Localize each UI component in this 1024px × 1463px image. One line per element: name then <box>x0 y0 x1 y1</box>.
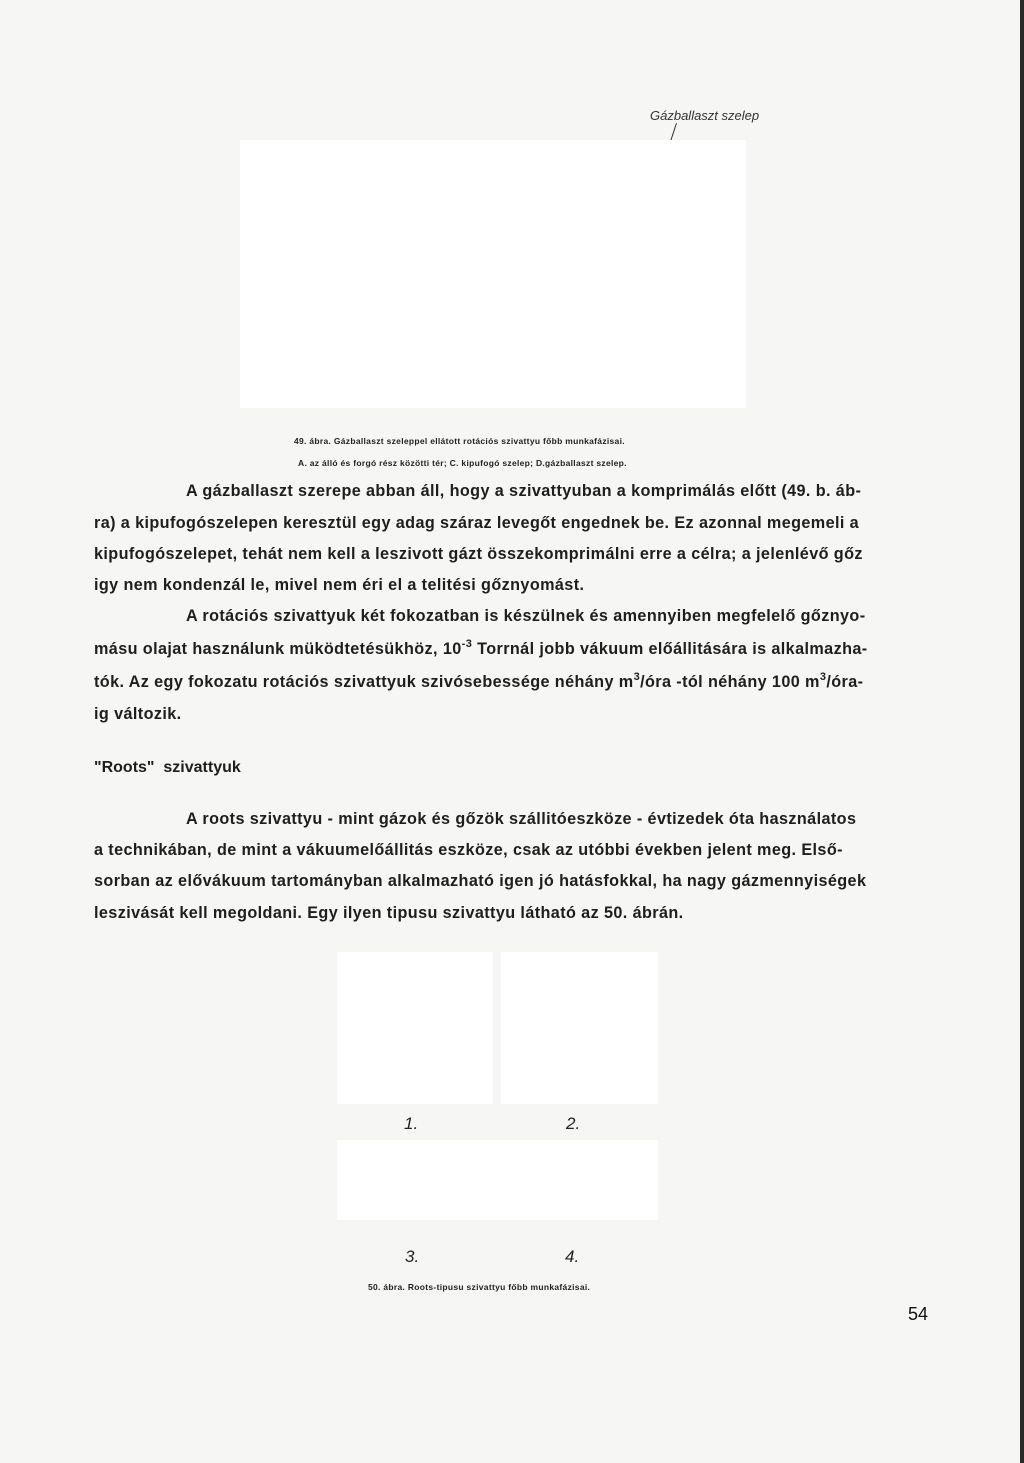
paragraph-3-line-4: leszivását kell megoldani. Egy ilyen tipusu szivattyu látható az 50. ábrán. <box>94 904 684 922</box>
paragraph-2-line-2-a: másu olajat használunk müködtetésükhöz, 10 <box>94 640 462 658</box>
figure-49-caption-line1: 49. ábra. Gázballaszt szeleppel ellátott rotációs szivattyu főbb munkafázisai. <box>294 436 625 446</box>
section-heading-roots: "Roots" szivattyuk <box>94 759 241 776</box>
figure-50-panel-1-label: 1. <box>404 1114 419 1133</box>
paragraph-3-line-2: a technikában, de mint a vákuumelőállitás eszköze, csak az utóbbi években jelent meg. Első- <box>94 841 843 859</box>
paragraph-2-line-3-exponent-1: 3 <box>633 671 641 683</box>
paragraph-2-line-2 <box>94 640 868 659</box>
paragraph-1-line-4: igy nem kondenzál le, mivel nem éri el a telitési gőznyomást. <box>94 576 585 594</box>
figure-50-panel-3-4-image <box>337 1140 658 1220</box>
figure-49-caption-line2: A. az álló és forgó rész közötti tér; C. kipufogó szelep; D.gázballaszt szelep. <box>298 458 627 468</box>
paragraph-2-line-4: ig változik. <box>94 705 182 723</box>
figure-49-callout-label: Gázballaszt szelep <box>650 108 760 123</box>
paragraph-3-line-1: A roots szivattyu - mint gázok és gőzök szállitóeszköze - évtizedek óta használatos <box>186 810 857 828</box>
figure-50-panel-1-image <box>337 952 493 1104</box>
paragraph-2-line-3-b: /óra -tól néhány 100 m <box>640 673 820 691</box>
paragraph-1-line-3: kipufogószelepet, tehát nem kell a leszivott gázt összekomprimálni erre a célra; a jelenlévő gőz <box>94 545 863 563</box>
figure-50-panel-2-image <box>501 952 658 1104</box>
paragraph-3-line-3: sorban az elővákuum tartományban alkalmazható igen jó hatásfokkal, ha nagy gázmennyiségek <box>94 872 867 890</box>
paragraph-2-line-3 <box>94 673 863 692</box>
paragraph-2-line-3-c: /óra- <box>826 673 864 691</box>
figure-50-panel-4-label: 4. <box>565 1247 580 1266</box>
paragraph-2-line-2-b: Torrnál jobb vákuum előállitására is alkalmazha- <box>472 640 868 658</box>
paragraph-2-line-1: A rotációs szivattyuk két fokozatban is készülnek és amennyiben megfelelő gőznyo- <box>186 607 866 625</box>
figure-50-caption: 50. ábra. Roots-tipusu szivattyu főbb munkafázisai. <box>368 1282 591 1292</box>
figure-49-image <box>240 140 746 408</box>
figure-50-panel-3-label: 3. <box>405 1247 420 1266</box>
page-number: 54 <box>908 1304 929 1324</box>
paragraph-2-line-3-exponent-2: 3 <box>819 671 827 683</box>
figure-50-panel-2-label: 2. <box>566 1114 581 1133</box>
paragraph-2-line-3-a: tók. Az egy fokozatu rotációs szivattyuk szivósebessége néhány m <box>94 673 634 691</box>
paragraph-1-line-2: ra) a kipufogószelepen keresztül egy adag száraz levegőt engednek be. Ez azonnal megemeli a <box>94 514 860 532</box>
paragraph-2-line-2-exponent: -3 <box>461 638 473 650</box>
paragraph-1-line-1: A gázballaszt szerepe abban áll, hogy a szivattyuban a komprimálás előtt (49. b. áb- <box>186 482 862 500</box>
